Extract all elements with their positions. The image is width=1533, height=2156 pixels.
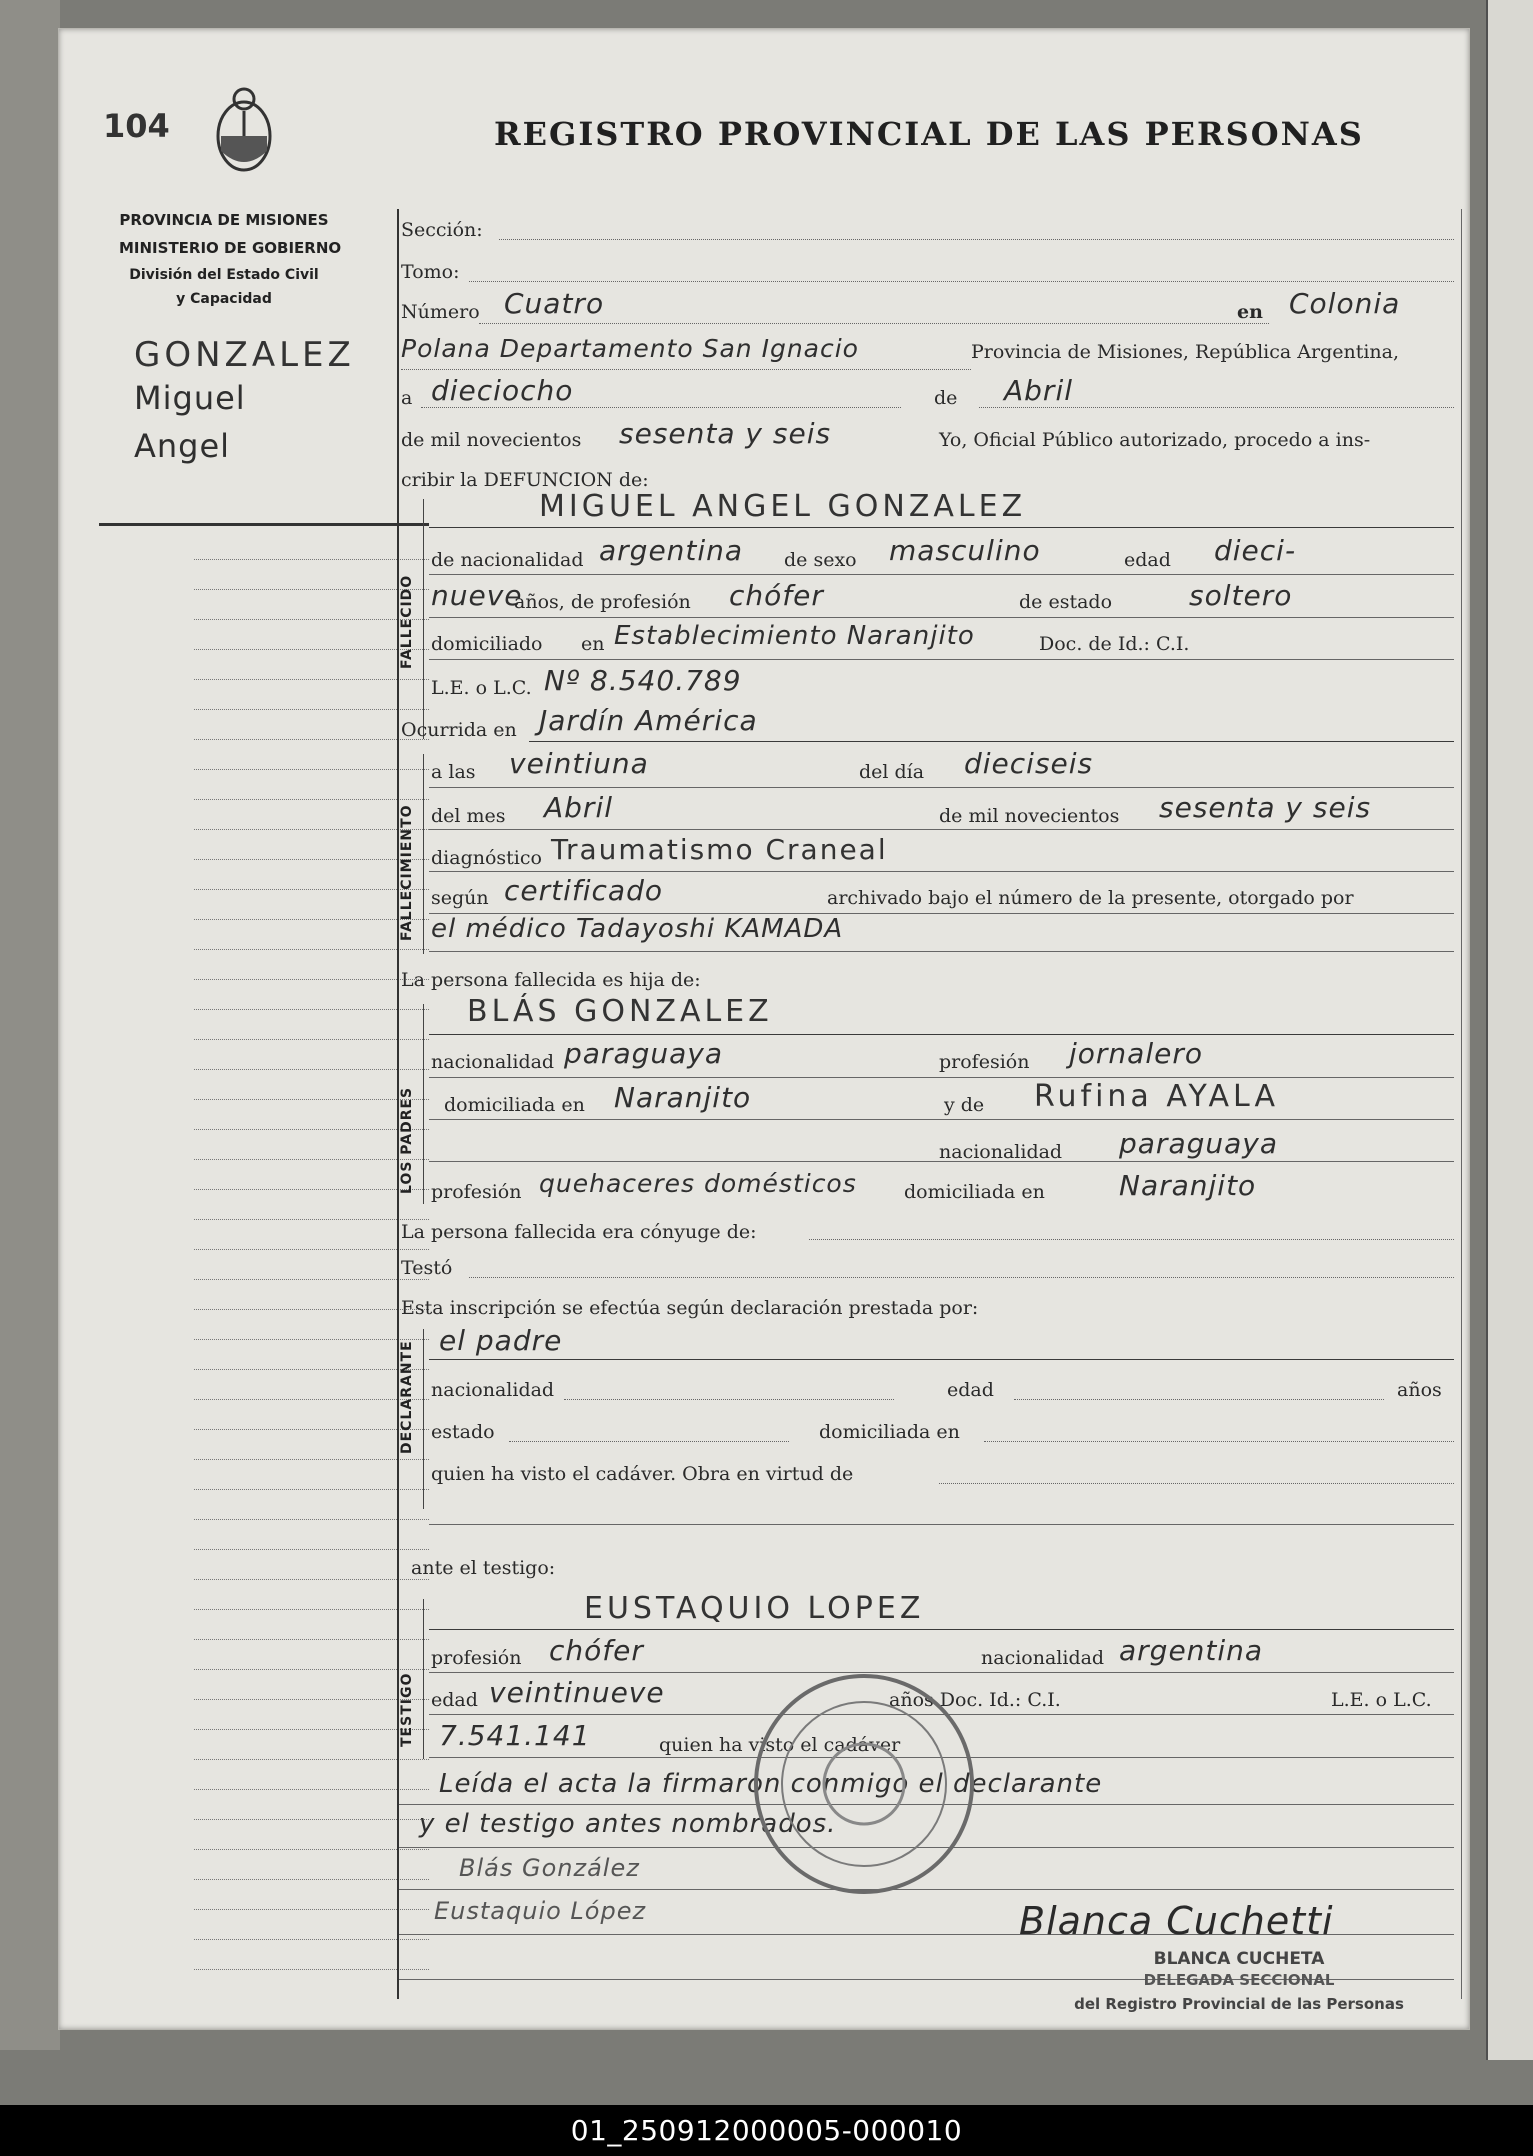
testigo-profesion-label: profesión <box>431 1647 522 1669</box>
closing-line-1: Leída el acta la firmaron conmigo el declarante <box>439 1769 1103 1799</box>
quien-visto2-label: quien ha visto el cadáver <box>659 1734 901 1756</box>
madre-value: Rufina AYALA <box>1034 1079 1279 1114</box>
adjacent-page-edge <box>1486 0 1533 2060</box>
del-mes-label: del mes <box>431 805 506 827</box>
dia-value: dieciocho <box>431 374 574 407</box>
testigo-edad-label: edad <box>431 1689 478 1711</box>
provincia-label: Provincia de Misiones, República Argentina, <box>971 341 1400 363</box>
segun-value: certificado <box>504 874 663 907</box>
ocurrida-label: Ocurrida en <box>401 719 517 741</box>
padre-nacionalidad-label: nacionalidad <box>431 1051 555 1073</box>
coat-of-arms-icon <box>209 81 279 181</box>
anio2-value: sesenta y seis <box>1159 791 1372 824</box>
nacionalidad-value: argentina <box>599 534 744 567</box>
padre-dom-value: Naranjito <box>614 1081 752 1114</box>
madre-prof-value: quehaceres domésticos <box>539 1169 857 1198</box>
del-dia-label: del día <box>859 761 925 783</box>
ministry-label: MINISTERIO DE GOBIERNO <box>119 239 342 257</box>
tomo-label: Tomo: <box>401 261 460 283</box>
en-value: Colonia <box>1289 287 1401 320</box>
book-binding <box>0 0 60 2050</box>
ante-testigo-label: ante el testigo: <box>411 1557 556 1579</box>
nombre-value: MIGUEL ANGEL GONZALEZ <box>539 489 1027 524</box>
mes-value: Abril <box>1004 374 1073 407</box>
certificate-page <box>58 28 1470 2030</box>
domicilio-en-label: en <box>581 633 605 655</box>
diagnostico-value: Traumatismo Craneal <box>551 833 888 866</box>
margin-given-name-2: Angel <box>134 427 231 465</box>
filename-text: 01_250912000005-000010 <box>570 2114 963 2147</box>
de-mil2-label: de mil novecientos <box>939 805 1120 827</box>
domiciliado-label: domiciliado <box>431 633 543 655</box>
testigo-nac-value: argentina <box>1119 1634 1264 1667</box>
edad-value-2: nueve <box>431 579 523 612</box>
side-label-declarante: DECLARANTE <box>399 1340 415 1454</box>
side-label-testigo: TESTIGO <box>399 1672 415 1747</box>
inscribir-label: cribir la DEFUNCION de: <box>401 469 649 491</box>
declarante-domiciliada-label: domiciliada en <box>819 1421 960 1443</box>
declarante-edad-label: edad <box>947 1379 994 1401</box>
segun-label: según <box>431 887 489 909</box>
padre-prof-value: jornalero <box>1069 1037 1203 1070</box>
page-number: 104 <box>103 107 170 145</box>
official-seal-icon <box>749 1669 979 1899</box>
declarante-anos-label: años <box>1397 1379 1442 1401</box>
a-las-label: a las <box>431 761 476 783</box>
side-label-padres: LOS PADRES <box>399 1086 415 1194</box>
medico-value: el médico Tadayoshi KAMADA <box>431 914 844 944</box>
anio-value: sesenta y seis <box>619 417 832 450</box>
mes2-value: Abril <box>544 791 613 824</box>
en-label: en <box>1237 301 1263 323</box>
margin-given-name-1: Miguel <box>134 379 246 417</box>
quien-visto-label: quien ha visto el cadáver. Obra en virtud de <box>431 1463 854 1485</box>
official-signature: Blanca Cuchetti <box>1019 1899 1334 1943</box>
de-label: de <box>934 387 958 409</box>
le-lc-label: L.E. o L.C. <box>431 677 532 699</box>
declarante-nacionalidad-label: nacionalidad <box>431 1379 555 1401</box>
edad-label: edad <box>1124 549 1171 571</box>
sexo-value: masculino <box>889 534 1041 567</box>
signature-testigo: Eustaquio López <box>434 1897 647 1925</box>
margin-separator <box>99 523 429 526</box>
numero-value: Cuatro <box>504 287 605 320</box>
testigo-prof-value: chófer <box>549 1634 644 1667</box>
archivado-label: archivado bajo el número de la presente, otorgado por <box>827 887 1354 909</box>
madre-profesion-label: profesión <box>431 1181 522 1203</box>
de-nacionalidad-label: de nacionalidad <box>431 549 584 571</box>
padre-nac-value: paraguaya <box>564 1037 724 1070</box>
a-label: a <box>401 387 413 409</box>
filename-footer <box>0 2105 1533 2156</box>
province-label: PROVINCIA DE MISIONES <box>119 211 329 229</box>
padre-domiciliada-label: domiciliada en <box>444 1094 585 1116</box>
capacity-label: y Capacidad <box>176 291 272 307</box>
stamp-office: del Registro Provincial de las Personas <box>1074 1995 1404 2013</box>
hija-de-label: La persona fallecida es hija de: <box>401 969 701 991</box>
y-de-label: y de <box>944 1094 985 1116</box>
domicilio-value: Establecimiento Naranjito <box>614 621 975 651</box>
side-label-fallecimiento: FALLECIMIENTO <box>399 804 415 941</box>
testo-label: Testó <box>401 1257 453 1279</box>
testigo-anos-doc-label: años Doc. Id.: C.I. <box>889 1689 1061 1711</box>
doc-label: Doc. de Id.: C.I. <box>1039 633 1190 655</box>
madre-dom-value: Naranjito <box>1119 1169 1257 1202</box>
stamp-name: BLANCA CUCHETA <box>1153 1949 1325 1969</box>
right-frame-line <box>1461 209 1462 1999</box>
margin-surname: GONZALEZ <box>134 335 355 375</box>
madre-nac-value: paraguaya <box>1119 1127 1279 1160</box>
estado-value: soltero <box>1189 579 1293 612</box>
de-sexo-label: de sexo <box>784 549 857 571</box>
oficial-label: Yo, Oficial Público autorizado, procedo a ins- <box>939 429 1371 451</box>
ocurrida-value: Jardín América <box>539 704 758 737</box>
testigo-edad-value: veintinueve <box>489 1676 665 1709</box>
madre-domiciliada-label: domiciliada en <box>904 1181 1045 1203</box>
testigo-le-lc-label: L.E. o L.C. <box>1331 1689 1432 1711</box>
signature-declarante: Blás González <box>459 1854 640 1882</box>
division-label: División del Estado Civil <box>129 267 319 283</box>
declarante-estado-label: estado <box>431 1421 495 1443</box>
anos-profesion-label: años, de profesión <box>514 591 691 613</box>
fallecimiento-bracket <box>423 754 424 954</box>
stamp-role: DELEGADA SECCIONAL <box>1143 1971 1335 1989</box>
padre-value: BLÁS GONZALEZ <box>467 994 773 1029</box>
testigo-nacionalidad-label: nacionalidad <box>981 1647 1105 1669</box>
hora-value: veintiuna <box>509 747 649 780</box>
edad-value-1: dieci- <box>1214 534 1297 567</box>
closing-line-2: y el testigo antes nombrados. <box>419 1809 837 1839</box>
testigo-value: EUSTAQUIO LOPEZ <box>584 1591 925 1626</box>
side-label-fallecido: FALLECIDO <box>399 574 415 669</box>
padre-profesion-label: profesión <box>939 1051 1030 1073</box>
fallecido-bracket <box>423 499 424 739</box>
madre-nacionalidad-label: nacionalidad <box>939 1141 1063 1163</box>
lugar-value: Polana Departamento San Ignacio <box>401 334 859 363</box>
declarante-bracket <box>423 1329 424 1509</box>
profesion-value: chófer <box>729 579 824 612</box>
dia2-value: dieciseis <box>964 747 1094 780</box>
testigo-bracket <box>423 1599 424 1759</box>
conyuge-label: La persona fallecida era cónyuge de: <box>401 1221 757 1243</box>
documento-value: Nº 8.540.789 <box>544 664 742 697</box>
registry-title: REGISTRO PROVINCIAL DE LAS PERSONAS <box>494 115 1364 153</box>
inscripcion-label: Esta inscripción se efectúa según declaración prestada por: <box>401 1297 979 1319</box>
de-mil-label: de mil novecientos <box>401 429 582 451</box>
de-estado-label: de estado <box>1019 591 1113 613</box>
seccion-label: Sección: <box>401 219 483 241</box>
numero-label: Número <box>401 301 480 323</box>
testigo-doc-value: 7.541.141 <box>439 1719 591 1752</box>
padres-bracket <box>423 1004 424 1204</box>
diagnostico-label: diagnóstico <box>431 847 542 869</box>
declarante-value: el padre <box>439 1324 563 1357</box>
